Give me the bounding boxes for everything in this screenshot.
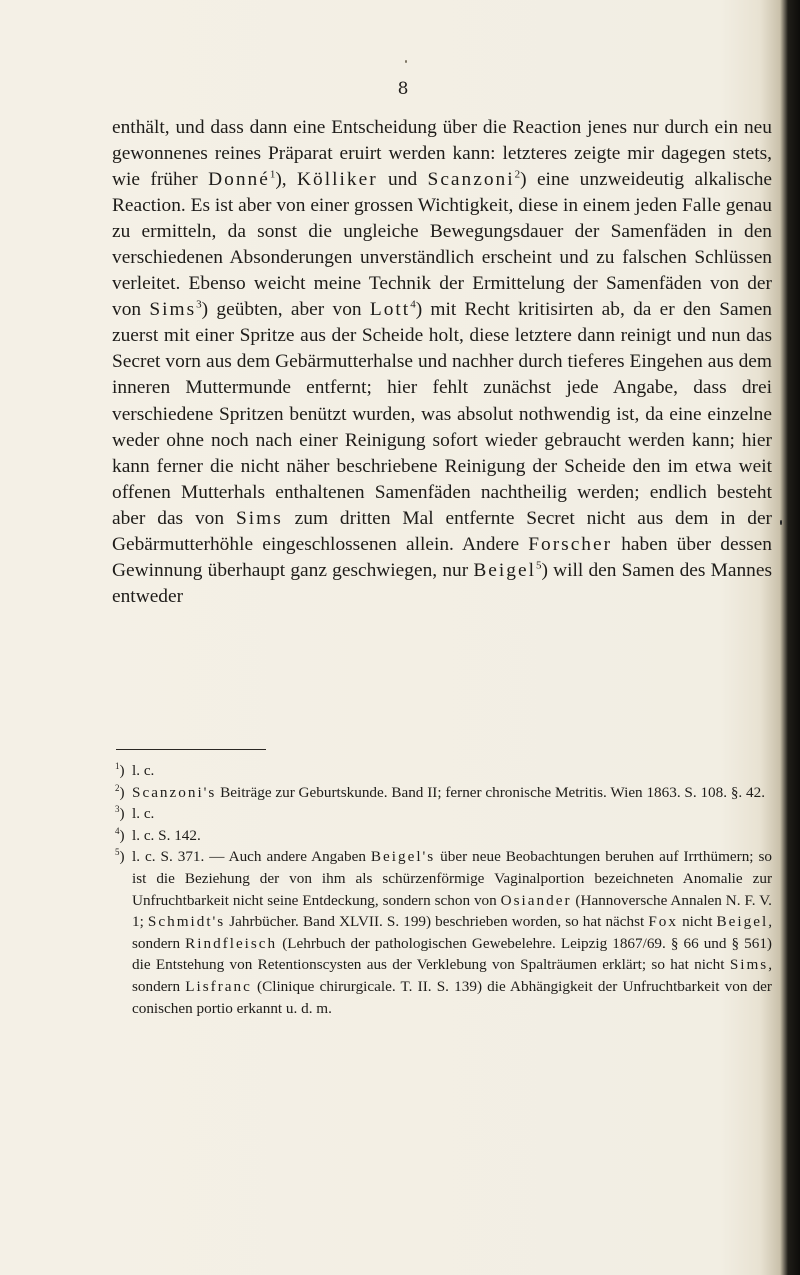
text-run: l. c. S. 142.: [132, 826, 201, 844]
text-run: ) eine unzweideutig alkalische Reaction. Es ist aber von einer grossen Wichtigkeit, diese in einem jeden Falle genau zu ermitteln, da sonst die ungleiche Bewegungsdauer der Samenfäden in den verschiedenen Absonderungen unverständlich erscheint und zu falschen Schlüssen verleitet. Ebenso weicht meine Technik der Ermittelung der Samenfäden von der von: [112, 169, 773, 321]
spaced-name: Sims: [149, 299, 197, 321]
page-number: 8: [397, 79, 409, 99]
text-run: haben über dessen Gewinnung überhaupt ganz geschwiegen, nur: [112, 533, 772, 581]
spaced-name: Beigel: [716, 913, 769, 931]
spaced-name: Donné: [208, 169, 270, 191]
text-run: Beiträge zur Geburtskunde. Band II; ferner chronische Metritis. Wien 1863. S. 108. §. 42.: [216, 783, 766, 801]
footnote-reference: 4: [410, 298, 416, 311]
spaced-name: Forscher: [528, 533, 613, 555]
text-run: und: [377, 169, 428, 191]
spaced-name: Lott: [369, 299, 411, 321]
footnote-number: 5: [115, 847, 120, 858]
footnote-reference: 5: [535, 559, 542, 572]
spaced-name: Schmidt's: [147, 913, 226, 931]
main-paragraph: [112, 115, 772, 610]
text-run: , sondern: [132, 913, 772, 952]
footnote: [112, 782, 772, 804]
footnote-number: 4: [115, 825, 120, 836]
spaced-name: Scanzoni: [427, 169, 515, 191]
footnote-marker: $^1$): [115, 760, 125, 779]
footnote: [112, 803, 772, 825]
text-run: nicht: [677, 913, 717, 931]
footnote-marker: $^3$): [115, 804, 125, 823]
footnotes: [112, 760, 772, 1019]
spaced-name: Sims: [235, 507, 283, 529]
footnote-marker: $^5$): [115, 847, 125, 866]
text-run: (Clinique chirurgicale. T. II. S. 139) die Abhängigkeit der Unfruchtbarkeit von der conischen portio erkannt u. d. m.: [132, 977, 772, 1017]
main-text: [112, 115, 772, 610]
footnote-reference: 3: [196, 298, 202, 311]
text-run: ) geübten, aber von: [201, 299, 370, 321]
spaced-name: Osiander: [500, 891, 572, 909]
spaced-name: Beigel's: [370, 848, 436, 866]
text-run: zum dritten Mal entfernte Secret nicht aus dem in der Gebärmutterhöhle eingeschlossenen allein. Andere: [112, 507, 773, 555]
text-run: enthält, und dass dann eine Entscheidung über die Reaction jenes nur durch ein neu gewonnenes reines Präparat eruirt werden kann: letzteres zeigte mir dagegen stets, wie früher: [112, 117, 772, 191]
text-run: (Lehrbuch der pathologischen Gewebelehre. Leipzig 1867/69. § 66 und § 561) die Entstehung von Retentionscysten aus der Verklebung von Spalträumen erklärt; so hat nicht: [132, 934, 772, 974]
text-run: l. c.: [132, 805, 155, 823]
edge-mark: [780, 520, 782, 525]
text-run: ) mit Recht kritisirten ab, da er den Samen zuerst mit einer Spritze aus der Scheide holt, diese letztere dann reinigt und nun das Secret vorn aus dem Gebärmutterhalse und nachher durch tieferes Eingehen aus dem inneren Muttermunde entfernt; hier fehlt zunächst jede Angabe, dass drei verschiedene Spritzen benützt wurden, was absolut nothwendig ist, da eine einzelne weder ohne noch nach einer Reinigung sofort wieder gebraucht werden kann; hier kann ferner die nicht näher beschriebene Reinigung der Scheide den im etwa weit offenen Mutterhals enthaltenen Samenfäden nachtheilig werden; endlich besteht aber das von: [112, 299, 773, 529]
footnote-number: 3: [115, 804, 120, 815]
spaced-name: Beigel: [473, 559, 536, 581]
footnote-number: 2: [115, 782, 120, 793]
spaced-name: Rindfleisch: [185, 934, 278, 952]
footnote-number: 1: [115, 760, 120, 771]
spaced-name: Lisfranc: [185, 977, 252, 995]
spaced-name: Fox: [648, 913, 678, 931]
footnote-separator-rule: [116, 749, 266, 750]
footnote-marker: $^4$): [115, 825, 125, 844]
footnote: [112, 825, 772, 847]
text-run: über neue Beobachtungen beruhen auf Irrthümern; so ist die Beziehung der von ihm als schürzenförmige Vaginalportion bezeichneten Anomalie zur Unfruchtbarkeit nicht seine Entdeckung, sondern schon von: [132, 848, 772, 909]
paper-speck: [405, 60, 407, 63]
footnote: [112, 760, 772, 782]
spaced-name: Kölliker: [297, 169, 378, 191]
footnote-reference: 1: [269, 168, 276, 181]
text-run: ) will den Samen des Mannes entweder: [112, 559, 772, 607]
text-run: (Hannoversche Annalen N. F. V. 1;: [132, 891, 772, 931]
footnote-marker: $^2$): [115, 782, 125, 801]
footnote: [112, 846, 772, 1019]
text-run: l. c.: [132, 762, 155, 779]
text-run: , sondern: [132, 956, 772, 995]
footnote-reference: 2: [514, 168, 521, 181]
spaced-name: Scanzoni's: [132, 783, 217, 801]
text-run: Jahrbücher. Band XLVII. S. 199) beschrieben worden, so hat nächst: [225, 913, 649, 931]
text-run: l. c. S. 371. — Auch andere Angaben: [132, 848, 371, 866]
text-run: ),: [275, 169, 298, 191]
spaced-name: Sims: [729, 956, 769, 974]
